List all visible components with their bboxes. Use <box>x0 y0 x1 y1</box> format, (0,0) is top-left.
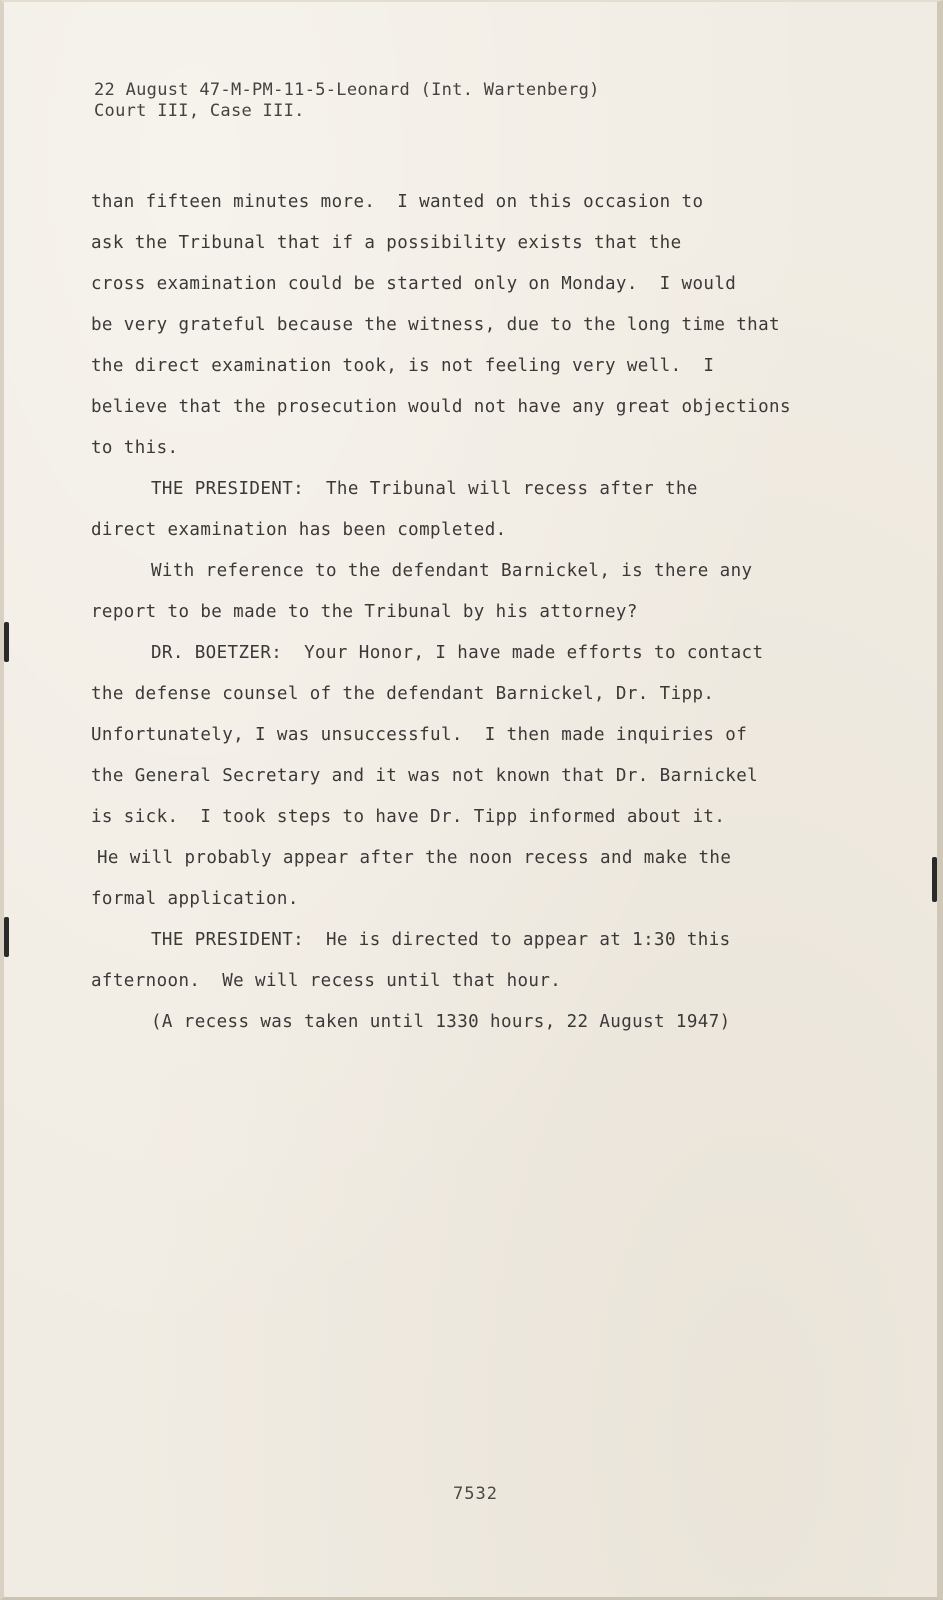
recess-note: (A recess was taken until 1330 hours, 22 August 1947) <box>151 1012 731 1032</box>
speaker-president-line-1: THE PRESIDENT: The Tribunal will recess after the <box>151 479 698 499</box>
body-line-9: direct examination has been completed. <box>91 520 507 540</box>
body-line-7: to this. <box>91 438 179 458</box>
binding-mark-right <box>932 857 937 902</box>
body-line-20: afternoon. We will recess until that hour. <box>91 971 562 991</box>
binding-mark-left-bottom <box>4 917 9 957</box>
header-line-1: 22 August 47-M-PM-11-5-Leonard (Int. Wartenberg) <box>94 80 600 100</box>
body-line-10: With reference to the defendant Barnickel, is there any <box>151 561 753 581</box>
body-line-18: formal application. <box>91 889 299 909</box>
body-line-15: the General Secretary and it was not known that Dr. Barnickel <box>91 766 759 786</box>
speaker-president-line-2: THE PRESIDENT: He is directed to appear at 1:30 this <box>151 930 731 950</box>
body-line-1: than fifteen minutes more. I wanted on this occasion to <box>91 192 704 212</box>
page-number: 7532 <box>453 1484 498 1504</box>
body-line-4: be very grateful because the witness, due to the long time that <box>91 315 780 335</box>
body-line-6: believe that the prosecution would not have any great objections <box>91 397 791 417</box>
body-line-16: is sick. I took steps to have Dr. Tipp informed about it. <box>91 807 726 827</box>
body-line-3: cross examination could be started only on Monday. I would <box>91 274 737 294</box>
body-line-5: the direct examination took, is not feeling very well. I <box>91 356 715 376</box>
body-line-14: Unfortunately, I was unsuccessful. I then made inquiries of <box>91 725 748 745</box>
body-line-17: He will probably appear after the noon recess and make the <box>97 848 732 868</box>
body-line-11: report to be made to the Tribunal by his attorney? <box>91 602 638 622</box>
body-line-2: ask the Tribunal that if a possibility exists that the <box>91 233 682 253</box>
body-line-13: the defense counsel of the defendant Barnickel, Dr. Tipp. <box>91 684 715 704</box>
binding-mark-left-top <box>4 622 9 662</box>
transcript-body <box>91 182 891 1043</box>
document-header <box>94 80 894 122</box>
header-line-2: Court III, Case III. <box>94 101 305 121</box>
speaker-boetzer-line: DR. BOETZER: Your Honor, I have made efforts to contact <box>151 643 764 663</box>
